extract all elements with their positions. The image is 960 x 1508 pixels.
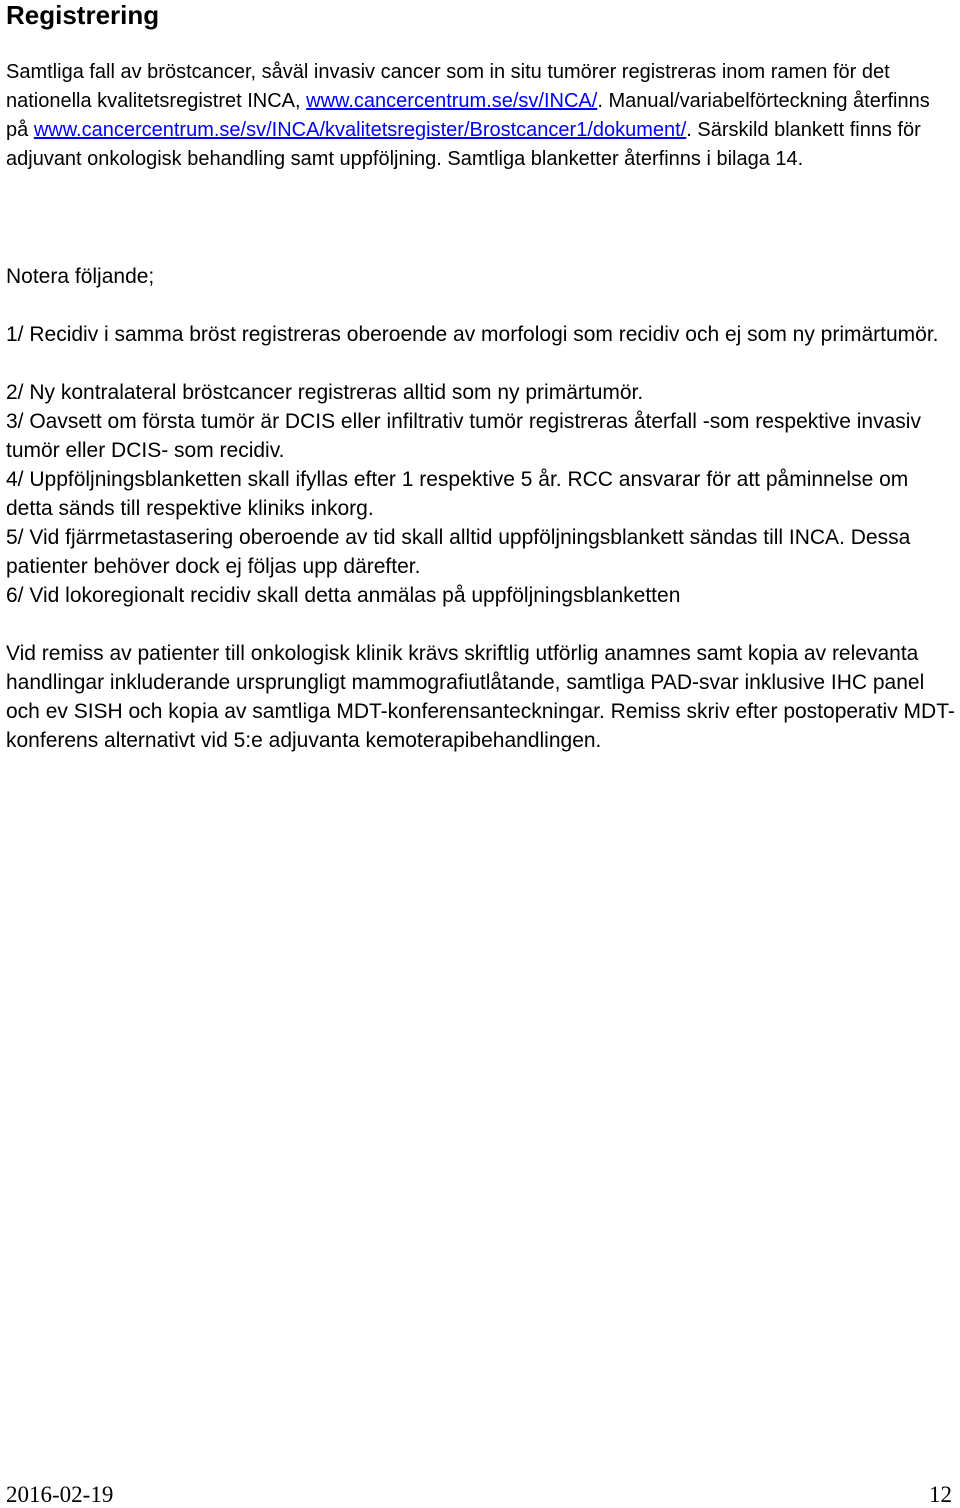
footer-date: 2016-02-19 [6,1482,114,1507]
list-item-6: 6/ Vid lokoregionalt recidiv skall detta anmälas på uppföljningsblanketten [6,584,681,607]
remiss-paragraph: Vid remiss av patienter till onkologisk klinik krävs skriftlig utförlig anamnes samt kopia av relevanta handlingar inkluderande ursprungligt mammografiutlåtande, samtliga PAD-svar inklusive IHC panel och ev SISH och kopia av samtliga MDT-konferensanteckningar. Remiss skriv efter postoperativ MDT-konferens alternativt vid 5:e adjuvanta kemoterapibehandlingen. [6,642,955,752]
list-item-2: 2/ Ny kontralateral bröstcancer registreras alltid som ny primärtumör. [6,381,644,404]
inca-link[interactable]: www.cancercentrum.se/sv/INCA/ [306,90,598,112]
list-item-5: 5/ Vid fjärrmetastasering oberoende av tid skall alltid uppföljningsblankett sändas till INCA. Dessa patienter behöver dock ej följas upp därefter. [6,526,911,578]
intro-text-2: . Manual/variabelförteckning återfinns på [6,90,930,141]
list-item-3: 3/ Oavsett om första tumör är DCIS eller infiltrativ tumör registreras återfall -som respektive invasiv tumör eller DCIS- som recidiv. [6,410,921,462]
intro-text-1: Samtliga fall av bröstcancer, såväl invasiv cancer som in situ tumörer registreras inom ramen för det nationella kvalitetsregistret INCA, [6,61,890,112]
list-item-4: 4/ Uppföljningsblanketten skall ifyllas efter 1 respektive 5 år. RCC ansvarar för att påminnelse om detta sänds till respektive kliniks inkorg. [6,468,909,520]
inca-dokument-link[interactable]: www.cancercentrum.se/sv/INCA/kvalitetsregister/Brostcancer1/dokument/ [33,119,687,141]
page-title: Registrering [6,0,160,30]
intro-text-3: . Särskild blankett finns för adjuvant onkologisk behandling samt uppföljning. Samtliga blanketter återfinns i bilaga 14. [6,119,921,170]
notera-label: Notera följande; [6,265,155,288]
list-item-1: 1/ Recidiv i samma bröst registreras oberoende av morfologi som recidiv och ej som ny primärtumör. [6,323,939,346]
intro-paragraph [6,58,956,174]
page-number: 12 [929,1482,952,1507]
